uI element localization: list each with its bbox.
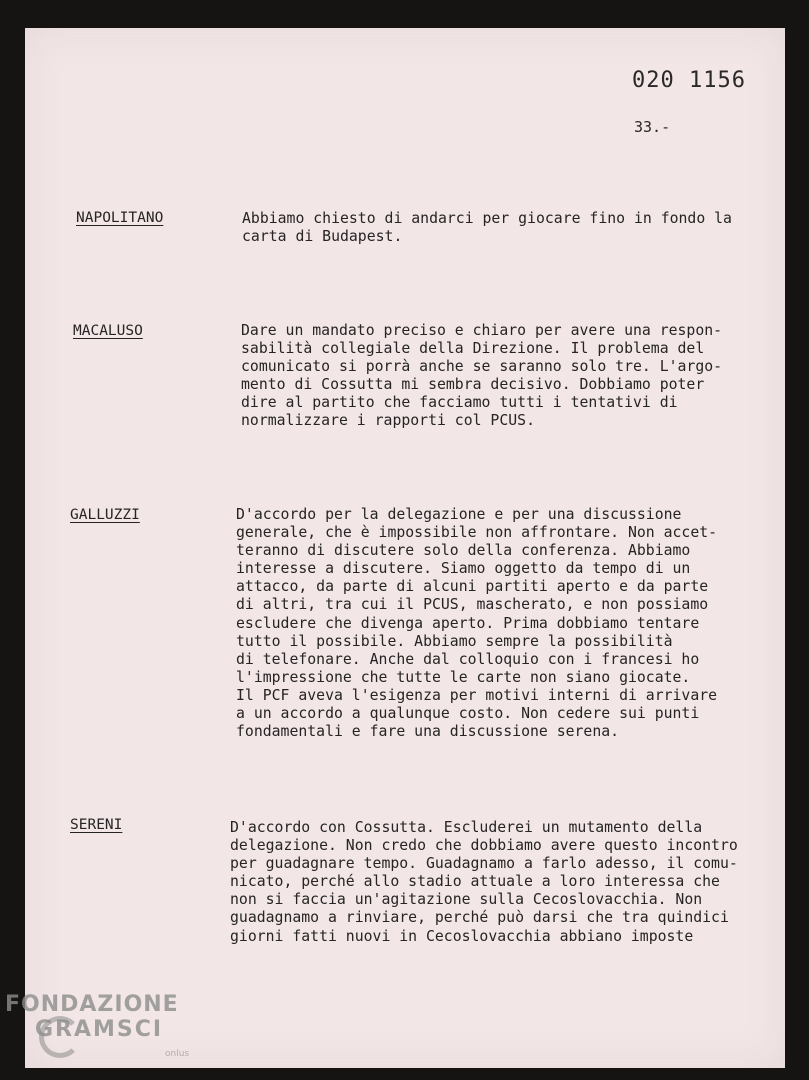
watermark-sub: onlus <box>165 1049 190 1059</box>
page-number: 33.- <box>634 118 671 136</box>
speaker-sereni: SERENI <box>70 817 123 833</box>
speaker-galluzzi: GALLUZZI <box>70 507 140 523</box>
speech-galluzzi: D'accordo per la delegazione e per una discussione generale, che è impossibile non affrontare. Non accet- teranno di discutere solo della conferenza. Abbiamo interesse a discutere. Siamo oggetto da tempo di un attacco, da parte di alcuni partiti aperto e da parte di altri, tra cui il PCUS, mascherato, e non possiamo escludere che divenga aperto. Prima dobbiamo tentare tutto il possibile. Abbiamo sempre la possibilità di telefonare. Anche dal colloquio con i francesi ho l'impressione che tutte le carte non siano giocate. Il PCF aveva l'esigenza per motivi interni di arrivare a un accordo a qualunque costo. Non cedere sui punti fondamentali e fare una discussione serena. <box>236 506 718 741</box>
speaker-napolitano: NAPOLITANO <box>76 210 164 226</box>
watermark-line1: FONDAZIONE <box>5 992 179 1017</box>
watermark-g-icon <box>39 1016 81 1058</box>
speech-napolitano: Abbiamo chiesto di andarci per giocare fino in fondo la carta di Budapest. <box>242 210 732 246</box>
document-number: 020 1156 <box>632 68 746 93</box>
speech-macaluso: Dare un mandato preciso e chiaro per avere una respon- sabilità collegiale della Direzione. Il problema del comunicato si porrà anche se saranno solo tre. L'argo- mento di Cossutta mi sembra decisivo. Dobbiamo poter dire al partito che facciamo tutti i tentativi di normalizzare i rapporti col PCUS. <box>241 322 723 430</box>
watermark-line2: GRAMSCI <box>35 1017 164 1042</box>
speech-sereni: D'accordo con Cossutta. Escluderei un mutamento della delegazione. Non credo che dobbiamo avere questo incontro per guadagnare tempo. Guadagnamo a farlo adesso, il comu- nicato, perché allo stadio attuale a loro interessa che non si faccia un'agitazione sulla Cecoslovacchia. Non guadagnamo a rinviare, perché può darsi che tra quindici giorni fatti nuovi in Cecoslovacchia abbiano imposte <box>230 819 738 945</box>
speaker-macaluso: MACALUSO <box>73 323 143 339</box>
fondazione-gramsci-watermark <box>5 992 190 1059</box>
